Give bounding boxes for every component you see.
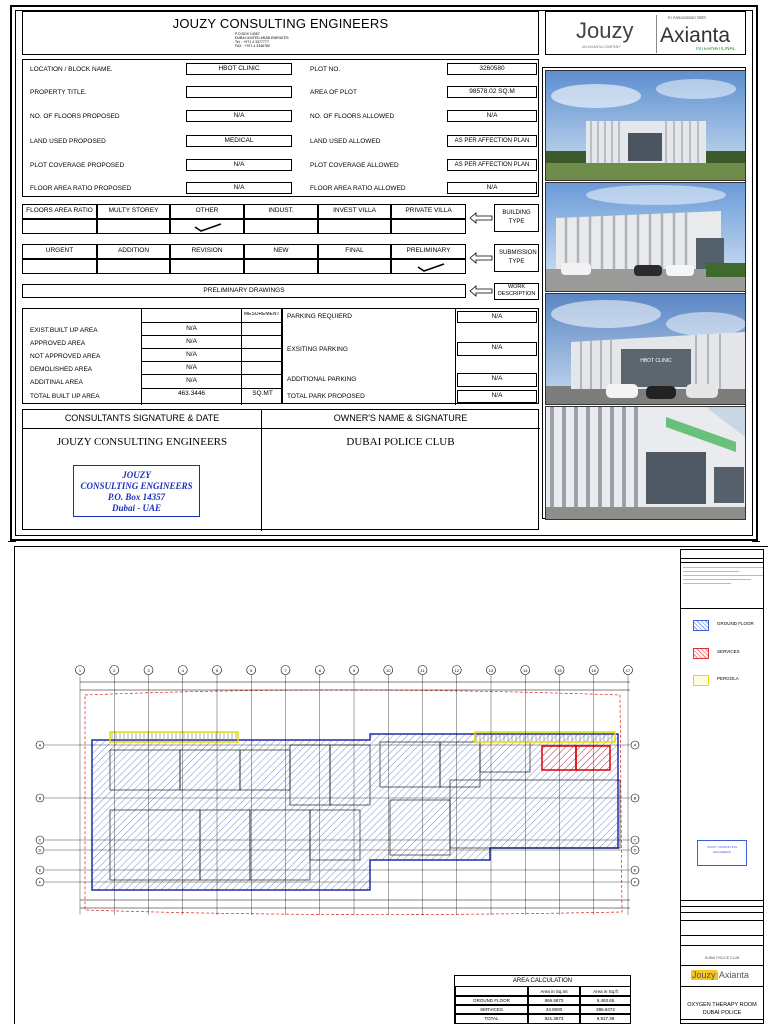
checkbox-cell xyxy=(97,219,170,234)
render-image xyxy=(545,182,746,292)
info-right-label: LAND USED ALLOWED xyxy=(310,138,381,145)
info-left-label: PROPERTY TITLE. xyxy=(30,89,87,96)
grid-bubble-label: 15 xyxy=(557,668,562,673)
info-right-label: FLOOR AREA RATIO ALLOWED xyxy=(310,185,406,192)
address-line: FAX : +971 4 3346780 xyxy=(235,44,270,48)
info-left-label: LOCATION / BLOCK NAME. xyxy=(30,66,113,73)
parking-value: N/A xyxy=(457,390,537,403)
info-left-value: MEDICAL xyxy=(186,135,292,147)
info-right-label: PLOT COVERAGE ALLOWED xyxy=(310,162,399,169)
work-description-value: PRELIMINARY DRAWINGS xyxy=(22,284,466,298)
checkbox-cell xyxy=(170,259,244,274)
consultant-header: CONSULTANTS SIGNATURE & DATE xyxy=(64,413,220,423)
grid-bubble-label: D xyxy=(633,847,637,853)
area-calc-cell: SERVICES xyxy=(455,1005,528,1014)
checkbox-cell xyxy=(170,219,244,234)
client-name: DUBAI POLICE CLUB xyxy=(704,956,740,960)
parking-value: N/A xyxy=(457,342,537,356)
parking-label: TOTAL PARK PROPOSED xyxy=(287,393,365,400)
area-calc-cell: TOTAL xyxy=(455,1014,528,1024)
area-row-label: ADDITINAL AREA xyxy=(30,379,83,386)
title-block-stamp: JOUZY CONSULTING ENGINEERS xyxy=(697,840,747,866)
arrow-left-icon xyxy=(469,285,493,297)
work-description-label: WORK DESCRIPTION xyxy=(494,283,539,300)
building-type-option: FLOORS AREA RATIO xyxy=(22,204,97,219)
info-right-value: 98578.02 SQ.M xyxy=(447,86,537,98)
area-calc-cell: 886.5873 xyxy=(528,996,580,1005)
checkbox-cell xyxy=(391,219,466,234)
grid-bubble-label: 12 xyxy=(454,668,459,673)
grid-bubble-label: 10 xyxy=(386,668,391,673)
info-left-value: HBOT CLINIC xyxy=(186,63,292,75)
area-calc-title: AREA CALCULATION xyxy=(455,976,630,987)
signature-block xyxy=(22,409,539,530)
header-logo-box xyxy=(545,11,746,55)
grid-bubble-label: C xyxy=(633,837,637,843)
area-calc-header xyxy=(455,986,528,996)
axianta-logo-sub: INTERNATIONAL xyxy=(696,47,736,51)
address-line: P.O BOX 14357 xyxy=(235,32,260,36)
title-block-logos: Jouzy|Axianta xyxy=(692,970,749,980)
legend-label: PERGOLA xyxy=(717,676,739,681)
consultant-name: JOUZY CONSULTING ENGINEERS xyxy=(56,436,228,448)
stamp-line: CONSULTING ENGINEERS xyxy=(80,481,193,491)
submission-type-option: PRELIMINARY xyxy=(391,244,466,259)
info-right-value: 3260580 xyxy=(447,63,537,75)
area-row-value: N/A xyxy=(186,325,197,332)
grid-bubble-label: B xyxy=(633,795,637,801)
area-calc-header: Area in Sq.ft xyxy=(580,986,631,996)
grid-bubble-label: F xyxy=(38,879,42,885)
project-title-line1: OXYGEN THERAPY ROOM xyxy=(687,1002,757,1008)
checkmark-icon xyxy=(193,221,223,233)
grid-bubble-label: D xyxy=(38,847,42,853)
area-row-label: APPROVED AREA xyxy=(30,340,86,347)
area-row-label: DEMOLISHED AREA xyxy=(30,366,93,373)
render-image xyxy=(545,70,746,181)
info-left-label: PLOT COVERAGE PROPOSED xyxy=(30,162,125,169)
area-row-value: N/A xyxy=(186,351,197,358)
signage-text: HBOT CLINIC xyxy=(640,358,672,364)
grid-bubble-label: 11 xyxy=(420,668,425,673)
project-title-line2: DUBAI POLICE xyxy=(702,1010,742,1016)
title-block xyxy=(680,549,764,1024)
stamp-line: P.O. Box 14357 xyxy=(107,492,166,502)
checkbox-cell xyxy=(318,219,391,234)
arrow-left-icon xyxy=(469,252,493,264)
legend-swatch xyxy=(693,675,709,686)
checkbox-cell xyxy=(97,259,170,274)
grid-bubble-label: 9 xyxy=(352,668,356,673)
parking-label: EXSITING PARKING xyxy=(287,346,348,353)
grid-bubble-label: E xyxy=(38,867,42,873)
grid-bubble-label: 7 xyxy=(284,668,287,673)
grid-bubble-label: 2 xyxy=(113,668,116,673)
arrow-left-icon xyxy=(469,212,493,224)
area-row-label: TOTAL BUILT UP AREA xyxy=(30,393,100,400)
building-type-option: MULTY STOREY xyxy=(97,204,170,219)
legend-label: GROUND FLOOR xyxy=(717,621,754,626)
grid-bubble-label: B xyxy=(38,795,42,801)
area-row-value: N/A xyxy=(186,338,197,345)
area-row-value: 463.3446 xyxy=(177,390,206,397)
checkbox-cell xyxy=(244,219,318,234)
area-calc-header: Area in Sq.mt xyxy=(528,986,580,996)
grid-bubble-label: 5 xyxy=(215,668,219,673)
info-left-value: N/A xyxy=(186,159,292,171)
area-calc-cell: 921.3873 xyxy=(528,1014,580,1024)
legend-swatch xyxy=(693,620,709,631)
parking-value: N/A xyxy=(457,373,537,387)
checkbox-cell xyxy=(244,259,318,274)
checkbox-cell xyxy=(22,259,97,274)
checkmark-icon xyxy=(416,261,446,273)
grid-bubble-label: A xyxy=(633,742,637,748)
area-calc-cell: 386.9472 xyxy=(580,1005,631,1014)
renders-column xyxy=(542,67,746,519)
jouzy-logo-sub: AN AXIANTA COMPANY xyxy=(582,45,621,49)
render-image xyxy=(545,293,746,405)
grid-bubble-label: F xyxy=(633,879,637,885)
grid-bubble-label: 3 xyxy=(147,668,150,673)
area-row-value: N/A xyxy=(186,364,197,371)
info-left-value: N/A xyxy=(186,182,292,194)
area-row-value: N/A xyxy=(186,377,197,384)
info-right-label: PLOT NO. xyxy=(310,66,341,73)
checkbox-cell xyxy=(22,219,97,234)
grid-bubble-label: 17 xyxy=(625,668,631,673)
checkbox-cell xyxy=(318,259,391,274)
info-block xyxy=(22,59,539,197)
parking-table xyxy=(282,308,539,404)
info-right-value: N/A xyxy=(447,110,537,122)
owner-name: DUBAI POLICE CLUB xyxy=(346,436,455,448)
grid-bubble-label: 1 xyxy=(78,668,82,673)
consultant-stamp xyxy=(73,465,200,517)
area-calc-cell: 9,493.65 xyxy=(580,996,631,1005)
area-row-label: EXIST.BUILT UP AREA xyxy=(30,327,98,334)
area-table xyxy=(22,308,282,404)
owner-header: OWNER'S NAME & SIGNATURE xyxy=(333,413,468,423)
info-right-label: AREA OF PLOT xyxy=(310,89,357,96)
jouzy-logo-small: Jouzy xyxy=(692,970,716,980)
building-type-option: INVEST VILLA xyxy=(318,204,391,219)
info-left-label: FLOOR AREA RATIO PROPOSED xyxy=(30,185,132,192)
stamp-line: Dubai - UAE xyxy=(111,503,161,513)
info-left-value xyxy=(186,86,292,98)
grid-bubble-label: E xyxy=(633,867,637,873)
grid-bubble-label: 8 xyxy=(318,668,321,673)
building-type-label: BUILDING TYPE xyxy=(494,204,539,232)
submission-type-option: NEW xyxy=(244,244,318,259)
parking-label: ADDITIONAL PARKING xyxy=(287,376,357,383)
header-company-box xyxy=(22,11,539,55)
info-left-value: N/A xyxy=(186,110,292,122)
checkbox-cell xyxy=(391,259,466,274)
axianta-logo-small: Axianta xyxy=(718,970,749,980)
grid-bubble-label: 13 xyxy=(488,668,494,673)
grid-bubble-label: 16 xyxy=(591,668,596,673)
submission-type-option: ADDITION xyxy=(97,244,170,259)
area-calculation-table xyxy=(454,975,631,1024)
grid-bubble-label: 14 xyxy=(523,668,528,673)
building-type-row xyxy=(22,204,466,234)
grid-bubble-label: A xyxy=(38,742,42,748)
company-title: JOUZY CONSULTING ENGINEERS xyxy=(172,16,389,31)
association-text: In Association With xyxy=(668,16,707,20)
legend-swatch xyxy=(693,648,709,659)
address-line: Tel. : +971 4 3377777 xyxy=(235,40,269,44)
submission-type-option: FINAL xyxy=(318,244,391,259)
area-row-label: NOT APPROVED AREA xyxy=(30,353,101,360)
area-calc-cell: GROUND FLOOR xyxy=(455,996,528,1005)
address-line: DUBAI UNITED ARAB EMIRATES xyxy=(235,36,289,40)
floor-plan-drawing xyxy=(30,660,650,922)
submission-type-option: URGENT xyxy=(22,244,97,259)
building-type-option: INDUST. xyxy=(244,204,318,219)
info-left-label: LAND USED PROPOSED xyxy=(30,138,106,145)
render-image xyxy=(545,406,746,520)
info-right-value: N/A xyxy=(447,182,537,194)
submission-type-row xyxy=(22,244,466,274)
info-left-label: NO. OF FLOORS PROPOSED xyxy=(30,113,120,120)
building-type-option: PRIVATE VILLA xyxy=(391,204,466,219)
measurement-header: MESUREMENT xyxy=(244,312,280,316)
area-row-unit: SQ.MT xyxy=(252,390,273,397)
submission-type-option: REVISION xyxy=(170,244,244,259)
info-right-label: NO. OF FLOORS ALLOWED xyxy=(310,113,395,120)
grid-bubble-label: C xyxy=(38,837,42,843)
legend-label: SERVICES xyxy=(717,649,740,654)
jouzy-logo: Jouzy xyxy=(576,18,634,43)
axianta-logo: Axianta xyxy=(660,24,731,47)
grid-bubble-label: 4 xyxy=(181,668,184,673)
info-right-value: AS PER AFFECTION PLAN xyxy=(447,135,537,147)
parking-value: N/A xyxy=(457,311,537,323)
building-type-option: OTHER xyxy=(170,204,244,219)
floor-plan xyxy=(30,660,650,922)
area-calc-cell: 9,917.39 xyxy=(580,1014,631,1024)
grid-bubble-label: 6 xyxy=(250,668,253,673)
submission-type-label: SUBMISSION TYPE xyxy=(494,244,539,272)
parking-label: PARKING REQUIERD xyxy=(287,313,352,320)
area-calc-cell: 34.8000 xyxy=(528,1005,580,1014)
stamp-line: JOUZY xyxy=(122,470,151,480)
info-right-value: AS PER AFFECTION PLAN xyxy=(447,159,537,171)
